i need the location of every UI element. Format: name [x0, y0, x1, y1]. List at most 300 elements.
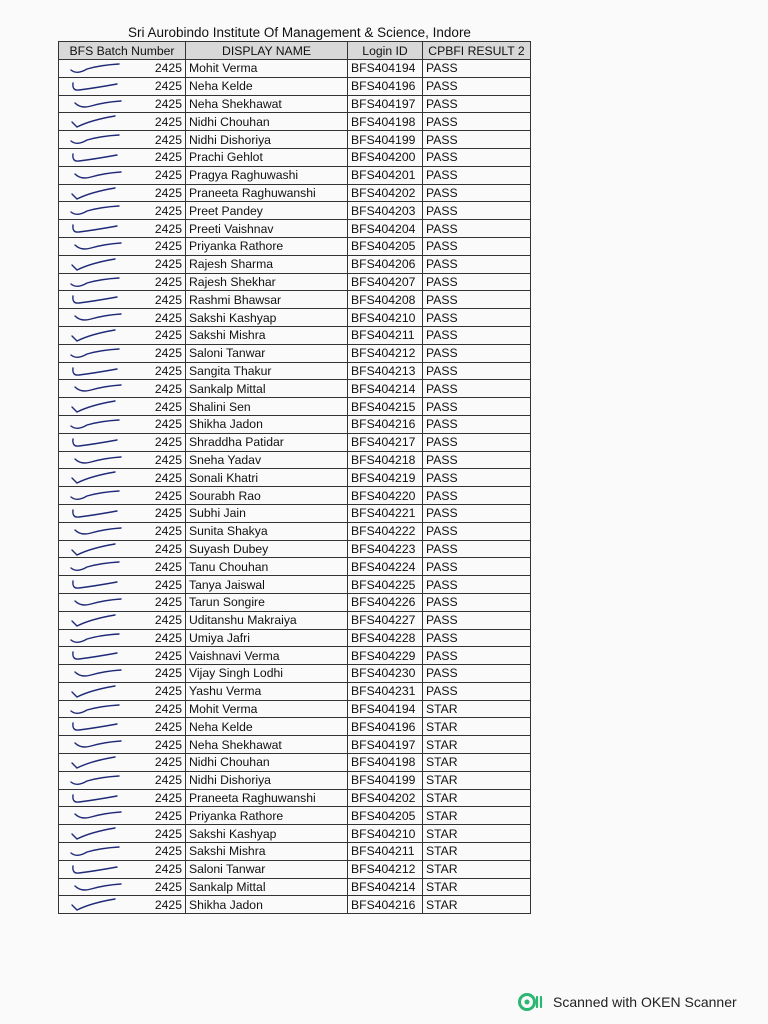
batch-number-text: 2425: [154, 346, 182, 361]
scanner-text: Scanned with OKEN Scanner: [553, 994, 737, 1010]
result-cell: STAR: [423, 896, 531, 914]
handwritten-check-icon: [67, 364, 127, 379]
result-cell: PASS: [423, 415, 531, 433]
table-row: [59, 326, 531, 344]
login-id-cell: BFS404197: [348, 95, 423, 113]
batch-number-text: 2425: [154, 559, 182, 574]
result-cell: STAR: [423, 754, 531, 772]
result-cell: STAR: [423, 789, 531, 807]
handwritten-check-icon: [67, 844, 127, 859]
batch-number-cell: [59, 629, 186, 647]
handwritten-check-icon: [67, 381, 127, 396]
batch-number-cell: [59, 593, 186, 611]
handwritten-check-icon: [67, 613, 127, 628]
table-row: [59, 291, 531, 309]
result-cell: PASS: [423, 77, 531, 95]
table-row: [59, 647, 531, 665]
batch-number-cell: [59, 736, 186, 754]
result-cell: STAR: [423, 843, 531, 861]
table-row: [59, 522, 531, 540]
display-name-cell: Vijay Singh Lodhi: [186, 665, 348, 683]
batch-number-text: 2425: [154, 257, 182, 272]
login-id-cell: BFS404214: [348, 878, 423, 896]
display-name-cell: Prachi Gehlot: [186, 148, 348, 166]
batch-number-cell: [59, 896, 186, 914]
batch-number-text: 2425: [154, 239, 182, 254]
result-cell: STAR: [423, 825, 531, 843]
table-row: [59, 77, 531, 95]
table-row: [59, 113, 531, 131]
handwritten-check-icon: [67, 559, 127, 574]
display-name-cell: Mohit Verma: [186, 700, 348, 718]
login-id-cell: BFS404222: [348, 522, 423, 540]
login-id-cell: BFS404216: [348, 896, 423, 914]
batch-number-cell: [59, 540, 186, 558]
batch-number-text: 2425: [154, 310, 182, 325]
display-name-cell: Sneha Yadav: [186, 451, 348, 469]
login-id-cell: BFS404198: [348, 754, 423, 772]
result-cell: PASS: [423, 362, 531, 380]
display-name-cell: Nidhi Dishoriya: [186, 131, 348, 149]
handwritten-check-icon: [67, 310, 127, 325]
display-name-cell: Suyash Dubey: [186, 540, 348, 558]
handwritten-check-icon: [67, 97, 127, 112]
display-name-cell: Shraddha Patidar: [186, 433, 348, 451]
display-name-cell: Yashu Verma: [186, 682, 348, 700]
batch-number-text: 2425: [154, 381, 182, 396]
batch-number-text: 2425: [154, 399, 182, 414]
result-cell: PASS: [423, 665, 531, 683]
display-name-cell: Priyanka Rathore: [186, 237, 348, 255]
handwritten-check-icon: [67, 168, 127, 183]
handwritten-check-icon: [67, 684, 127, 699]
batch-number-cell: [59, 700, 186, 718]
table-row: [59, 629, 531, 647]
batch-number-cell: [59, 202, 186, 220]
result-cell: PASS: [423, 576, 531, 594]
handwritten-check-icon: [67, 292, 127, 307]
batch-number-text: 2425: [154, 506, 182, 521]
batch-number-text: 2425: [154, 844, 182, 859]
result-cell: PASS: [423, 451, 531, 469]
display-name-cell: Sourabh Rao: [186, 487, 348, 505]
login-id-cell: BFS404207: [348, 273, 423, 291]
batch-number-cell: [59, 95, 186, 113]
display-name-cell: Priyanka Rathore: [186, 807, 348, 825]
handwritten-check-icon: [67, 453, 127, 468]
handwritten-check-icon: [67, 328, 127, 343]
login-id-cell: BFS404194: [348, 60, 423, 78]
handwritten-check-icon: [67, 648, 127, 663]
result-cell: PASS: [423, 184, 531, 202]
handwritten-check-icon: [67, 221, 127, 236]
handwritten-check-icon: [67, 79, 127, 94]
batch-number-cell: [59, 860, 186, 878]
login-id-cell: BFS404223: [348, 540, 423, 558]
result-cell: PASS: [423, 398, 531, 416]
table-row: [59, 504, 531, 522]
table-header-row: [59, 42, 531, 60]
batch-number-cell: [59, 166, 186, 184]
table-row: [59, 789, 531, 807]
batch-number-text: 2425: [154, 613, 182, 628]
display-name-cell: Rajesh Shekhar: [186, 273, 348, 291]
login-id-cell: BFS404231: [348, 682, 423, 700]
result-cell: PASS: [423, 95, 531, 113]
batch-number-cell: [59, 647, 186, 665]
table-row: [59, 433, 531, 451]
handwritten-check-icon: [67, 577, 127, 592]
login-id-cell: BFS404208: [348, 291, 423, 309]
result-cell: PASS: [423, 131, 531, 149]
table-row: [59, 487, 531, 505]
batch-number-text: 2425: [154, 897, 182, 912]
display-name-cell: Sakshi Mishra: [186, 843, 348, 861]
login-id-cell: BFS404212: [348, 344, 423, 362]
column-header-result: CPBFI RESULT 2: [423, 42, 531, 60]
handwritten-check-icon: [67, 808, 127, 823]
display-name-cell: Rashmi Bhawsar: [186, 291, 348, 309]
result-cell: PASS: [423, 255, 531, 273]
handwritten-check-icon: [67, 719, 127, 734]
batch-number-text: 2425: [154, 541, 182, 556]
handwritten-check-icon: [67, 150, 127, 165]
login-id-cell: BFS404198: [348, 113, 423, 131]
table-row: [59, 611, 531, 629]
table-row: [59, 593, 531, 611]
result-cell: PASS: [423, 433, 531, 451]
result-cell: PASS: [423, 291, 531, 309]
batch-number-text: 2425: [154, 470, 182, 485]
batch-number-text: 2425: [154, 435, 182, 450]
result-cell: PASS: [423, 380, 531, 398]
result-cell: PASS: [423, 344, 531, 362]
page-title: Sri Aurobindo Institute Of Management & Science, Indore: [128, 25, 471, 40]
login-id-cell: BFS404204: [348, 220, 423, 238]
batch-number-text: 2425: [154, 168, 182, 183]
handwritten-check-icon: [67, 61, 127, 76]
login-id-cell: BFS404202: [348, 184, 423, 202]
batch-number-cell: [59, 398, 186, 416]
batch-number-text: 2425: [154, 96, 182, 111]
table-row: [59, 380, 531, 398]
table-row: [59, 273, 531, 291]
display-name-cell: Tanu Chouhan: [186, 558, 348, 576]
display-name-cell: Neha Shekhawat: [186, 736, 348, 754]
batch-number-cell: [59, 878, 186, 896]
table-row: [59, 255, 531, 273]
result-cell: PASS: [423, 326, 531, 344]
handwritten-check-icon: [67, 132, 127, 147]
login-id-cell: BFS404220: [348, 487, 423, 505]
batch-number-cell: [59, 291, 186, 309]
login-id-cell: BFS404229: [348, 647, 423, 665]
result-cell: STAR: [423, 807, 531, 825]
batch-number-cell: [59, 487, 186, 505]
batch-number-text: 2425: [154, 452, 182, 467]
display-name-cell: Tanya Jaiswal: [186, 576, 348, 594]
column-header-display-name: DISPLAY NAME: [186, 42, 348, 60]
handwritten-check-icon: [67, 542, 127, 557]
display-name-cell: Sunita Shakya: [186, 522, 348, 540]
login-id-cell: BFS404205: [348, 237, 423, 255]
batch-number-cell: [59, 611, 186, 629]
login-id-cell: BFS404210: [348, 825, 423, 843]
handwritten-check-icon: [67, 470, 127, 485]
batch-number-cell: [59, 718, 186, 736]
table-row: [59, 860, 531, 878]
result-cell: PASS: [423, 60, 531, 78]
batch-number-cell: [59, 504, 186, 522]
result-cell: PASS: [423, 593, 531, 611]
handwritten-check-icon: [67, 435, 127, 450]
table-row: [59, 415, 531, 433]
batch-number-cell: [59, 433, 186, 451]
table-row: [59, 825, 531, 843]
batch-number-text: 2425: [154, 666, 182, 681]
table-row: [59, 344, 531, 362]
batch-number-text: 2425: [154, 328, 182, 343]
batch-number-cell: [59, 754, 186, 772]
table-row: [59, 700, 531, 718]
result-cell: PASS: [423, 113, 531, 131]
result-cell: PASS: [423, 469, 531, 487]
table-row: [59, 754, 531, 772]
display-name-cell: Nidhi Chouhan: [186, 113, 348, 131]
login-id-cell: BFS404201: [348, 166, 423, 184]
display-name-cell: Tarun Songire: [186, 593, 348, 611]
batch-number-cell: [59, 344, 186, 362]
handwritten-check-icon: [67, 488, 127, 503]
table-row: [59, 166, 531, 184]
login-id-cell: BFS404197: [348, 736, 423, 754]
batch-number-text: 2425: [154, 737, 182, 752]
login-id-cell: BFS404212: [348, 860, 423, 878]
display-name-cell: Umiya Jafri: [186, 629, 348, 647]
table-row: [59, 60, 531, 78]
login-id-cell: BFS404224: [348, 558, 423, 576]
table-row: [59, 309, 531, 327]
batch-number-text: 2425: [154, 221, 182, 236]
result-cell: PASS: [423, 682, 531, 700]
display-name-cell: Saloni Tanwar: [186, 860, 348, 878]
login-id-cell: BFS404206: [348, 255, 423, 273]
result-cell: PASS: [423, 522, 531, 540]
batch-number-cell: [59, 113, 186, 131]
result-cell: PASS: [423, 540, 531, 558]
batch-number-cell: [59, 220, 186, 238]
batch-number-cell: [59, 682, 186, 700]
login-id-cell: BFS404216: [348, 415, 423, 433]
batch-number-cell: [59, 825, 186, 843]
handwritten-check-icon: [67, 826, 127, 841]
display-name-cell: Vaishnavi Verma: [186, 647, 348, 665]
batch-number-cell: [59, 665, 186, 683]
table-row: [59, 362, 531, 380]
table-row: [59, 451, 531, 469]
batch-number-text: 2425: [154, 488, 182, 503]
result-cell: STAR: [423, 860, 531, 878]
login-id-cell: BFS404202: [348, 789, 423, 807]
login-id-cell: BFS404210: [348, 309, 423, 327]
batch-number-text: 2425: [154, 524, 182, 539]
table-body: [59, 60, 531, 914]
login-id-cell: BFS404199: [348, 131, 423, 149]
batch-number-cell: [59, 807, 186, 825]
login-id-cell: BFS404215: [348, 398, 423, 416]
login-id-cell: BFS404194: [348, 700, 423, 718]
result-cell: PASS: [423, 558, 531, 576]
table-row: [59, 878, 531, 896]
handwritten-check-icon: [67, 346, 127, 361]
handwritten-check-icon: [67, 737, 127, 752]
batch-number-cell: [59, 843, 186, 861]
batch-number-text: 2425: [154, 185, 182, 200]
handwritten-check-icon: [67, 791, 127, 806]
table-row: [59, 184, 531, 202]
result-cell: STAR: [423, 718, 531, 736]
batch-number-cell: [59, 380, 186, 398]
display-name-cell: Sankalp Mittal: [186, 878, 348, 896]
batch-number-cell: [59, 255, 186, 273]
display-name-cell: Neha Kelde: [186, 77, 348, 95]
display-name-cell: Sakshi Mishra: [186, 326, 348, 344]
batch-number-text: 2425: [154, 862, 182, 877]
batch-number-cell: [59, 273, 186, 291]
result-cell: STAR: [423, 736, 531, 754]
batch-number-cell: [59, 184, 186, 202]
display-name-cell: Sakshi Kashyap: [186, 825, 348, 843]
batch-number-cell: [59, 451, 186, 469]
display-name-cell: Uditanshu Makraiya: [186, 611, 348, 629]
display-name-cell: Shikha Jadon: [186, 896, 348, 914]
oken-scanner-logo-icon: [518, 992, 544, 1012]
batch-number-text: 2425: [154, 755, 182, 770]
batch-number-cell: [59, 237, 186, 255]
login-id-cell: BFS404217: [348, 433, 423, 451]
result-cell: PASS: [423, 237, 531, 255]
table-row: [59, 558, 531, 576]
batch-number-text: 2425: [154, 880, 182, 895]
batch-number-text: 2425: [154, 114, 182, 129]
handwritten-check-icon: [67, 666, 127, 681]
display-name-cell: Preet Pandey: [186, 202, 348, 220]
batch-number-text: 2425: [154, 363, 182, 378]
batch-number-text: 2425: [154, 203, 182, 218]
display-name-cell: Sankalp Mittal: [186, 380, 348, 398]
handwritten-check-icon: [67, 417, 127, 432]
batch-number-cell: [59, 131, 186, 149]
batch-number-text: 2425: [154, 79, 182, 94]
display-name-cell: Subhi Jain: [186, 504, 348, 522]
table-row: [59, 131, 531, 149]
batch-number-text: 2425: [154, 684, 182, 699]
batch-number-cell: [59, 789, 186, 807]
batch-number-cell: [59, 60, 186, 78]
table-row: [59, 665, 531, 683]
login-id-cell: BFS404203: [348, 202, 423, 220]
login-id-cell: BFS404218: [348, 451, 423, 469]
table-row: [59, 540, 531, 558]
batch-number-text: 2425: [154, 150, 182, 165]
table-row: [59, 736, 531, 754]
login-id-cell: BFS404211: [348, 326, 423, 344]
login-id-cell: BFS404199: [348, 771, 423, 789]
display-name-cell: Shikha Jadon: [186, 415, 348, 433]
batch-number-cell: [59, 309, 186, 327]
handwritten-check-icon: [67, 239, 127, 254]
display-name-cell: Shalini Sen: [186, 398, 348, 416]
results-table: [58, 41, 531, 914]
result-cell: PASS: [423, 504, 531, 522]
login-id-cell: BFS404230: [348, 665, 423, 683]
login-id-cell: BFS404227: [348, 611, 423, 629]
result-cell: STAR: [423, 878, 531, 896]
result-cell: PASS: [423, 273, 531, 291]
login-id-cell: BFS404196: [348, 77, 423, 95]
batch-number-text: 2425: [154, 702, 182, 717]
batch-number-text: 2425: [154, 61, 182, 76]
display-name-cell: Mohit Verma: [186, 60, 348, 78]
handwritten-check-icon: [67, 114, 127, 129]
login-id-cell: BFS404214: [348, 380, 423, 398]
batch-number-text: 2425: [154, 577, 182, 592]
login-id-cell: BFS404196: [348, 718, 423, 736]
column-header-login-id: Login ID: [348, 42, 423, 60]
result-cell: PASS: [423, 202, 531, 220]
batch-number-text: 2425: [154, 773, 182, 788]
batch-number-cell: [59, 415, 186, 433]
batch-number-text: 2425: [154, 417, 182, 432]
login-id-cell: BFS404225: [348, 576, 423, 594]
result-cell: PASS: [423, 611, 531, 629]
handwritten-check-icon: [67, 880, 127, 895]
handwritten-check-icon: [67, 897, 127, 912]
login-id-cell: BFS404213: [348, 362, 423, 380]
batch-number-text: 2425: [154, 595, 182, 610]
result-cell: STAR: [423, 771, 531, 789]
display-name-cell: Preeti Vaishnav: [186, 220, 348, 238]
handwritten-check-icon: [67, 506, 127, 521]
result-cell: PASS: [423, 166, 531, 184]
table-row: [59, 469, 531, 487]
table-row: [59, 398, 531, 416]
handwritten-check-icon: [67, 595, 127, 610]
result-cell: PASS: [423, 647, 531, 665]
batch-number-cell: [59, 576, 186, 594]
display-name-cell: Neha Shekhawat: [186, 95, 348, 113]
batch-number-text: 2425: [154, 791, 182, 806]
display-name-cell: Sangita Thakur: [186, 362, 348, 380]
table-row: [59, 843, 531, 861]
login-id-cell: BFS404211: [348, 843, 423, 861]
handwritten-check-icon: [67, 524, 127, 539]
table-row: [59, 682, 531, 700]
display-name-cell: Praneeta Raghuwanshi: [186, 789, 348, 807]
result-cell: STAR: [423, 700, 531, 718]
login-id-cell: BFS404221: [348, 504, 423, 522]
display-name-cell: Rajesh Sharma: [186, 255, 348, 273]
batch-number-text: 2425: [154, 826, 182, 841]
table-row: [59, 718, 531, 736]
handwritten-check-icon: [67, 862, 127, 877]
handwritten-check-icon: [67, 399, 127, 414]
column-header-batch: BFS Batch Number: [59, 42, 186, 60]
result-cell: PASS: [423, 629, 531, 647]
login-id-cell: BFS404205: [348, 807, 423, 825]
handwritten-check-icon: [67, 773, 127, 788]
batch-number-cell: [59, 148, 186, 166]
